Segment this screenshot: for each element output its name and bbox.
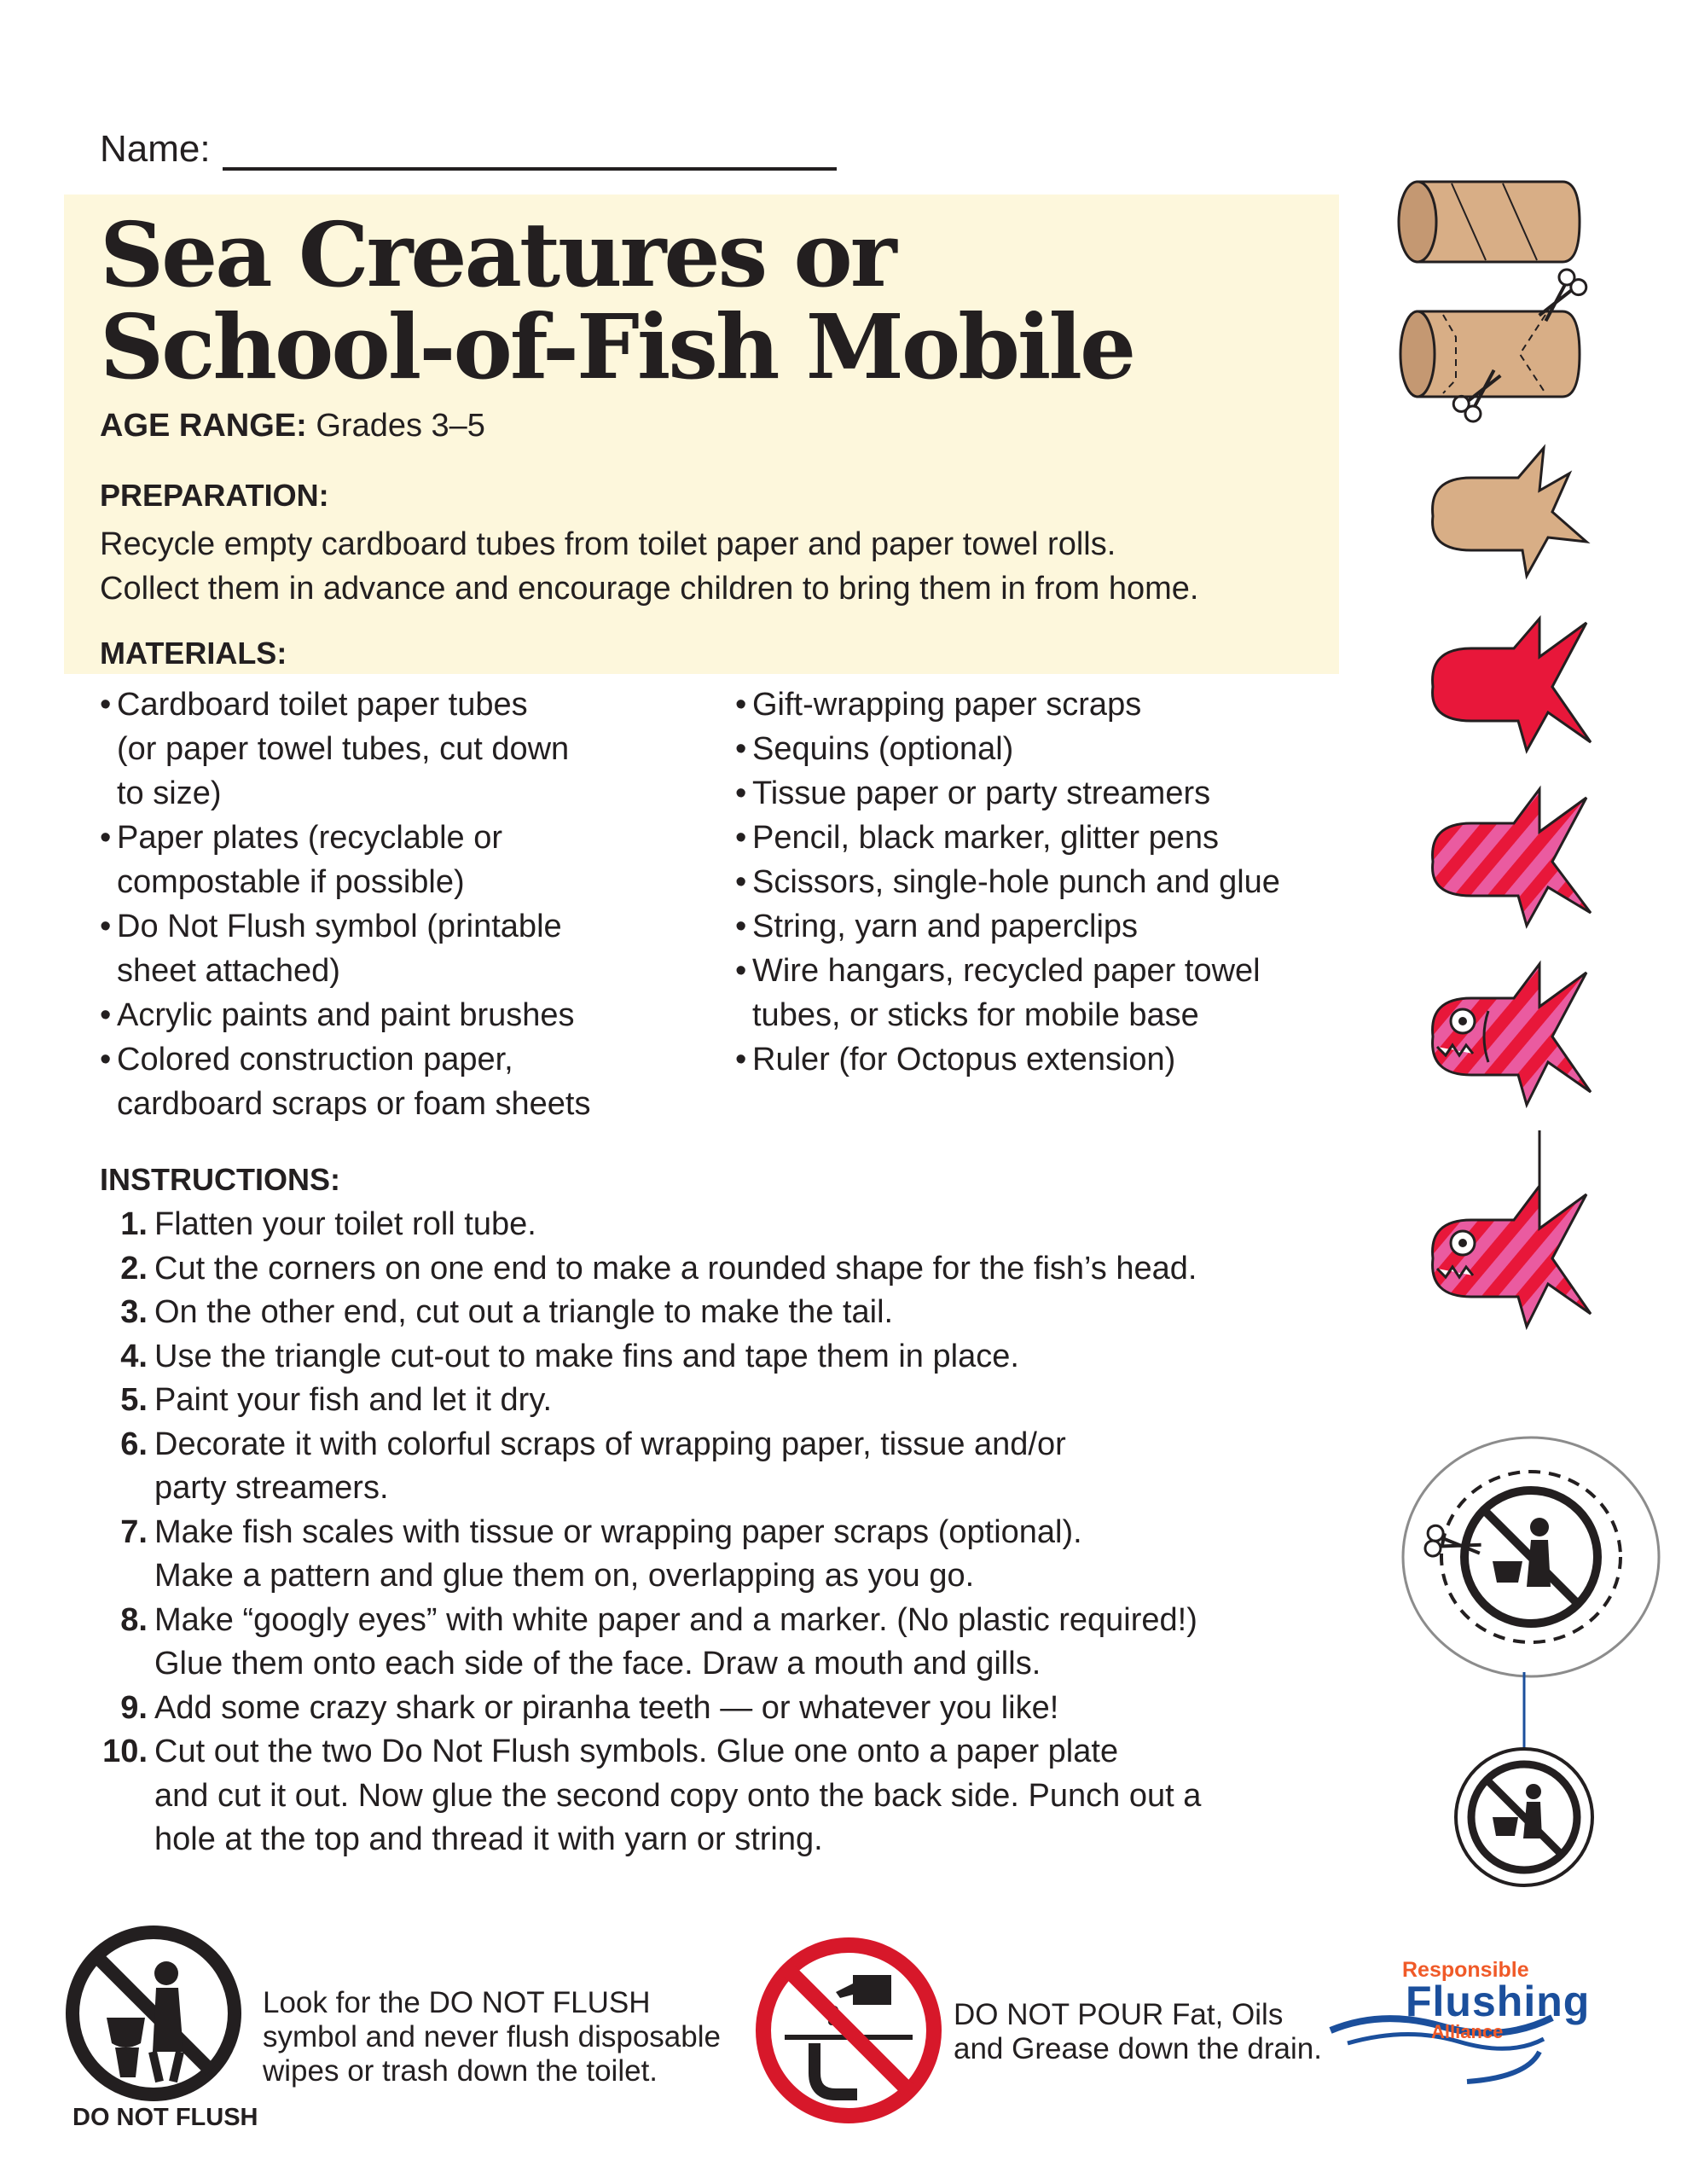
material-item [100,993,714,1037]
step-number: 5. [120,1382,148,1418]
no-flush-line-3: wipes or trash down the toilet. [263,2054,658,2088]
material-item [735,860,1349,904]
step-number: 9. [120,1689,148,1726]
instruction-step [100,1247,1345,1292]
material-item-line: • Tissue paper or party streamers [752,775,1211,811]
step-text-line: Paint your fish and let it dry. [154,1382,553,1418]
material-item-line: • Cardboard toilet paper tubes [117,687,528,723]
logo-top-text: Responsible [1402,1958,1529,1982]
material-item [735,682,1349,727]
paper-plate-sign-icon [1399,1433,1663,1681]
material-item-line: compostable if possible) [117,864,465,900]
no-pour-line-1: DO NOT POUR Fat, Oils [954,1998,1284,2031]
material-item [735,771,1349,816]
instruction-step [100,1379,1345,1423]
material-item [100,1037,714,1126]
logo-main-text: Flushing [1406,1978,1591,2025]
step-text-line: Add some crazy shark or piranha teeth — or whatever you like! [154,1689,1059,1726]
material-item [735,904,1349,949]
fish-hanging-icon [1420,1130,1603,1339]
step-number: 10. [102,1734,148,1769]
preparation-heading: PREPARATION: [100,478,329,513]
material-item-line: • Scissors, single-hole punch and glue [752,864,1280,900]
instruction-step [100,1203,1345,1247]
preparation-text [100,522,1336,611]
material-item-line: tubes, or sticks for mobile base [752,997,1199,1033]
material-item [735,949,1349,1037]
material-item-line: sheet attached) [117,953,340,989]
step-number: 4. [120,1338,148,1374]
instruction-step [100,1730,1345,1862]
instruction-step [100,1511,1345,1599]
fish-decorated-icon [1420,951,1603,1118]
materials-heading: MATERIALS: [100,636,287,671]
age-range-label: AGE RANGE: [100,408,307,444]
step-number: 2. [120,1250,148,1287]
alliance-logo [1331,1958,1612,2086]
step-text-line: Cut the corners on one end to make a rounded shape for the fish’s head. [154,1250,1197,1287]
instruction-step [100,1335,1345,1380]
material-item-line: • String, yarn and paperclips [752,909,1139,944]
instructions-list [100,1203,1345,1862]
no-pour-message [954,1998,1346,2066]
material-item-line: • Pencil, black marker, glitter pens [752,820,1220,856]
instruction-step [100,1599,1345,1687]
name-label: Name: [100,128,211,170]
instruction-step [100,1423,1345,1511]
no-flush-sign-icon [64,1924,243,2103]
step-text-line: Glue them onto each side of the face. Draw a mouth and gills. [154,1646,1041,1682]
page-title [100,202,1328,399]
step-number: 1. [120,1206,148,1242]
no-pour-line-2: and Grease down the drain. [954,2032,1322,2065]
step-number: 3. [120,1294,148,1330]
name-line[interactable] [223,136,837,171]
age-range [100,408,485,444]
fish-striped-icon [1420,776,1603,938]
preparation-line-1: Recycle empty cardboard tubes from toilet paper and paper towel rolls. [100,526,1116,562]
title-line-1: Sea Creatures or [100,202,895,307]
step-text-line: hole at the top and thread it with yarn or string. [154,1821,823,1857]
no-flush-message [263,1986,774,2088]
step-number: 8. [120,1601,148,1638]
material-item-line: (or paper towel tubes, cut down [117,731,570,767]
logo-sub-text: Alliance [1431,2021,1504,2042]
step-text-line: Make fish scales with tissue or wrapping paper scraps (optional). [154,1513,1082,1550]
material-item-line: • Ruler (for Octopus extension) [752,1042,1176,1077]
no-flush-line-2: symbol and never flush disposable [263,2020,721,2053]
step-number: 6. [120,1426,148,1462]
material-item [100,816,714,904]
material-item-line: • Gift-wrapping paper scraps [752,687,1142,723]
no-flush-line-1: Look for the DO NOT FLUSH [263,1986,651,2019]
instruction-step [100,1291,1345,1335]
instructions-heading: INSTRUCTIONS: [100,1162,340,1197]
material-item [735,816,1349,860]
material-item-line: to size) [117,775,222,811]
material-item [735,727,1349,771]
step-text-line: On the other end, cut out a triangle to make the tail. [154,1294,894,1330]
no-flush-caption: DO NOT FLUSH [72,2104,258,2131]
material-item [735,1037,1349,1082]
tube-icon [1392,175,1588,269]
material-item [100,904,714,993]
material-item-line: • Paper plates (recyclable or [117,820,502,856]
step-text-line: party streamers. [154,1470,389,1506]
material-item-line: cardboard scraps or foam sheets [117,1086,591,1122]
material-item [100,682,714,816]
step-text-line: Make “googly eyes” with white paper and a marker. (No plastic required!) [154,1601,1197,1638]
step-number: 7. [120,1513,148,1550]
step-text-line: Flatten your toilet roll tube. [154,1206,536,1242]
step-text-line: Use the triangle cut-out to make fins and tape them in place. [154,1338,1019,1374]
fish-shape-cardboard-icon [1420,439,1603,589]
instruction-step [100,1687,1345,1731]
material-item-line: • Do Not Flush symbol (printable [117,909,562,944]
title-line-2: School-of-Fish Mobile [100,294,1134,399]
material-item-line: • Colored construction paper, [117,1042,513,1077]
step-text-line: Decorate it with colorful scraps of wrapping paper, tissue and/or [154,1426,1066,1462]
no-pour-sign-icon [755,1937,942,2124]
cut-tube-icon [1392,260,1614,444]
preparation-line-2: Collect them in advance and encourage children to bring them in from home. [100,571,1199,607]
material-item-line: • Sequins (optional) [752,731,1014,767]
name-field-row [100,128,837,171]
materials-list-left [100,682,714,1126]
material-item-line: • Acrylic paints and paint brushes [117,997,575,1033]
age-range-value: Grades 3–5 [316,408,485,444]
fish-painted-red-icon [1420,606,1603,764]
step-text-line: Make a pattern and glue them on, overlapping as you go. [154,1558,975,1594]
hanging-sign-icon [1450,1672,1599,1890]
materials-list-right [735,682,1349,1082]
step-text-line: Cut out the two Do Not Flush symbols. Glue one onto a paper plate [154,1734,1119,1769]
step-text-line: and cut it out. Now glue the second copy onto the back side. Punch out a [154,1777,1202,1814]
material-item-line: • Wire hangars, recycled paper towel [752,953,1261,989]
